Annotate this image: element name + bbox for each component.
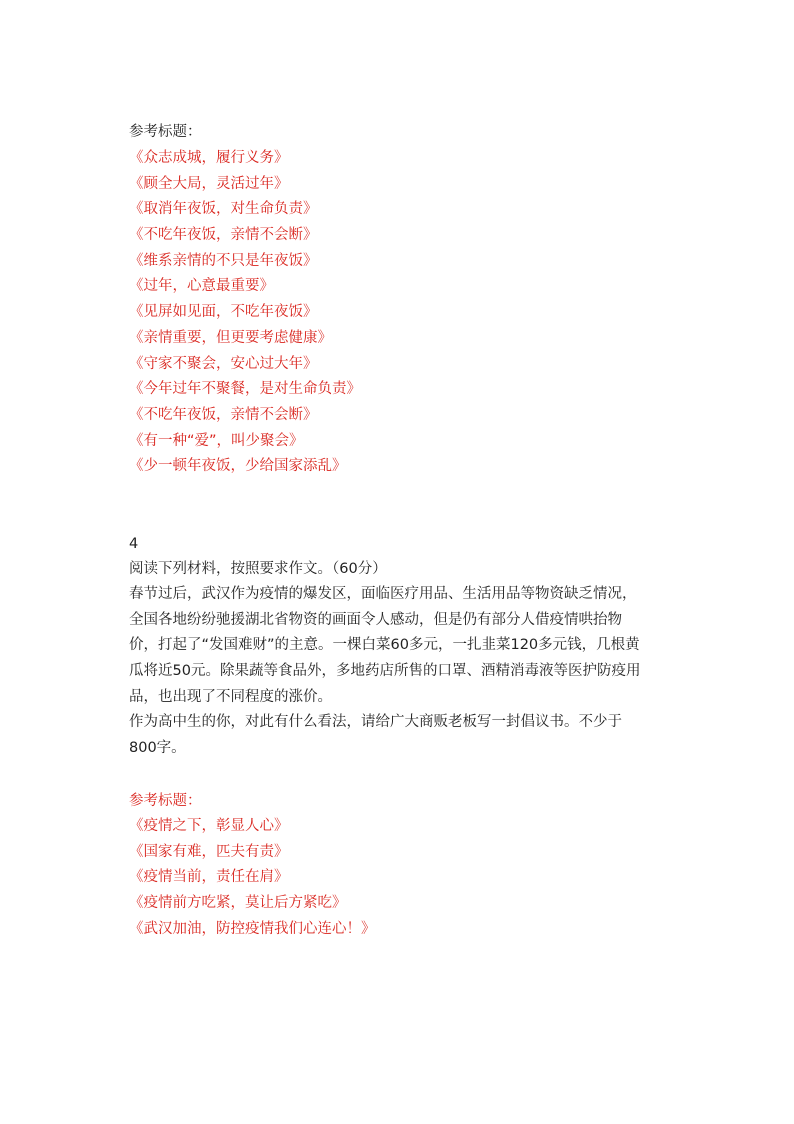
question-material xyxy=(129,582,640,762)
reference-title: 《少一顿年夜饭，少给国家添乱》 xyxy=(129,458,347,475)
reference-title: 《疫情之下，彰显人心》 xyxy=(129,818,289,834)
reference-title: 《有一种“爱”，叫少聚会》 xyxy=(129,432,304,449)
reference-title: 《亲情重要，但更要考虑健康》 xyxy=(129,329,332,346)
question-number: 4 xyxy=(129,536,139,552)
reference-title: 《国家有难，匹夫有责》 xyxy=(129,843,289,860)
material-line: 800字。 xyxy=(129,740,186,757)
material-line: 春节过后，武汉作为疫情的爆发区，面临医疗用品、生活用品等物资缺乏情况， xyxy=(129,586,637,602)
reference-title: 《疫情前方吃紧，莫让后方紧吃》 xyxy=(129,895,347,912)
reference-titles-heading: 参考标题： xyxy=(129,124,202,140)
material-line: 作为高中生的你，对此有什么看法，请给广大商贩老板写一封倡议书。不少于 xyxy=(129,714,622,731)
reference-title: 《维系亲情的不只是年夜饭》 xyxy=(129,252,318,269)
material-line: 瓜将近50元。除果蔬等食品外，多地药店所售的口罩、酒精消毒液等医护防疫用 xyxy=(129,663,641,680)
reference-titles-heading-2: 参考标题： xyxy=(129,793,202,809)
material-line: 价，打起了“发国难财”的主意。一棵白菜60多元，一扎韭菜120多元钱，几根黄 xyxy=(129,637,640,654)
reference-title: 《疫情当前，责任在肩》 xyxy=(129,869,289,886)
material-line: 品，也出现了不同程度的涨价。 xyxy=(129,688,332,705)
reference-title: 《众志成城，履行义务》 xyxy=(129,150,289,166)
reference-title: 《顾全大局，灵活过年》 xyxy=(129,175,289,192)
reference-title: 《今年过年不聚餐，是对生命负责》 xyxy=(129,381,361,398)
material-line: 全国各地纷纷驰援湖北省物资的画面令人感动，但是仍有部分人借疫情哄抬物 xyxy=(129,611,622,628)
reference-title: 《过年，心意最重要》 xyxy=(129,278,274,295)
reference-title: 《守家不聚会，安心过大年》 xyxy=(129,355,318,372)
reference-title: 《不吃年夜饭，亲情不会断》 xyxy=(129,227,318,244)
reference-title: 《不吃年夜饭，亲情不会断》 xyxy=(129,406,318,423)
reference-title: 《见屏如见面，不吃年夜饭》 xyxy=(129,304,318,321)
question-instruction: 阅读下列材料，按照要求作文。（60分） xyxy=(129,561,387,577)
reference-title: 《取消年夜饭，对生命负责》 xyxy=(129,201,318,218)
reference-titles-list-2 xyxy=(129,814,376,942)
reference-title: 《武汉加油，防控疫情我们心连心！》 xyxy=(129,920,376,937)
reference-titles-list xyxy=(129,146,361,480)
